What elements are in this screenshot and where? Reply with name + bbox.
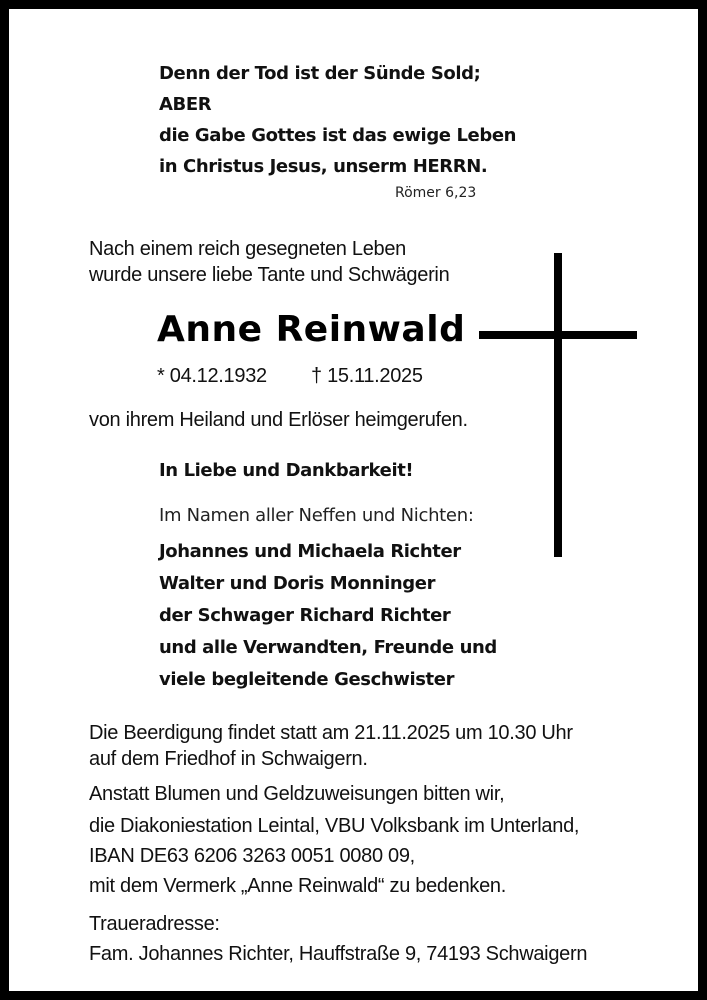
mourner-line: Walter und Doris Monninger (159, 573, 436, 594)
verse-line: die Gabe Gottes ist das ewige Leben (159, 125, 517, 146)
death-date: † 15.11.2025 (311, 365, 423, 387)
mourner-line: der Schwager Richard Richter (159, 605, 451, 626)
donation-line: die Diakoniestation Leintal, VBU Volksbank im Unterland, (89, 815, 580, 837)
deceased-name: Anne Reinwald (157, 309, 466, 350)
gratitude-text: In Liebe und Dankbarkeit! (159, 460, 414, 481)
address-value: Fam. Johannes Richter, Hauffstraße 9, 74193 Schwaigern (89, 943, 588, 965)
mourner-line: viele begleitende Geschwister (159, 669, 455, 690)
funeral-line-2: auf dem Friedhof in Schwaigern. (89, 748, 368, 770)
mourner-line: Johannes und Michaela Richter (159, 541, 461, 562)
on-behalf-text: Im Namen aller Neffen und Nichten: (159, 505, 474, 526)
donation-line: Anstatt Blumen und Geldzuweisungen bitten wir, (89, 783, 505, 805)
intro-line-1: Nach einem reich gesegneten Leben (89, 238, 406, 260)
mourner-line: und alle Verwandten, Freunde und (159, 637, 497, 658)
donation-line: mit dem Vermerk „Anne Reinwald“ zu bedenken. (89, 875, 507, 897)
birth-date: * 04.12.1932 (157, 365, 267, 387)
verse-line: in Christus Jesus, unserm HERRN. (159, 156, 488, 177)
verse-reference: Römer 6,23 (395, 185, 477, 201)
verse-line: Denn der Tod ist der Sünde Sold; (159, 63, 481, 84)
called-home-text: von ihrem Heiland und Erlöser heimgerufen. (89, 409, 468, 431)
verse-line: ABER (159, 94, 212, 115)
donation-line: IBAN DE63 6206 3263 0051 0080 09, (89, 845, 415, 867)
intro-line-2: wurde unsere liebe Tante und Schwägerin (89, 264, 450, 286)
address-label: Traueradresse: (89, 913, 220, 935)
funeral-line-1: Die Beerdigung findet statt am 21.11.2025 um 10.30 Uhr (89, 722, 573, 744)
